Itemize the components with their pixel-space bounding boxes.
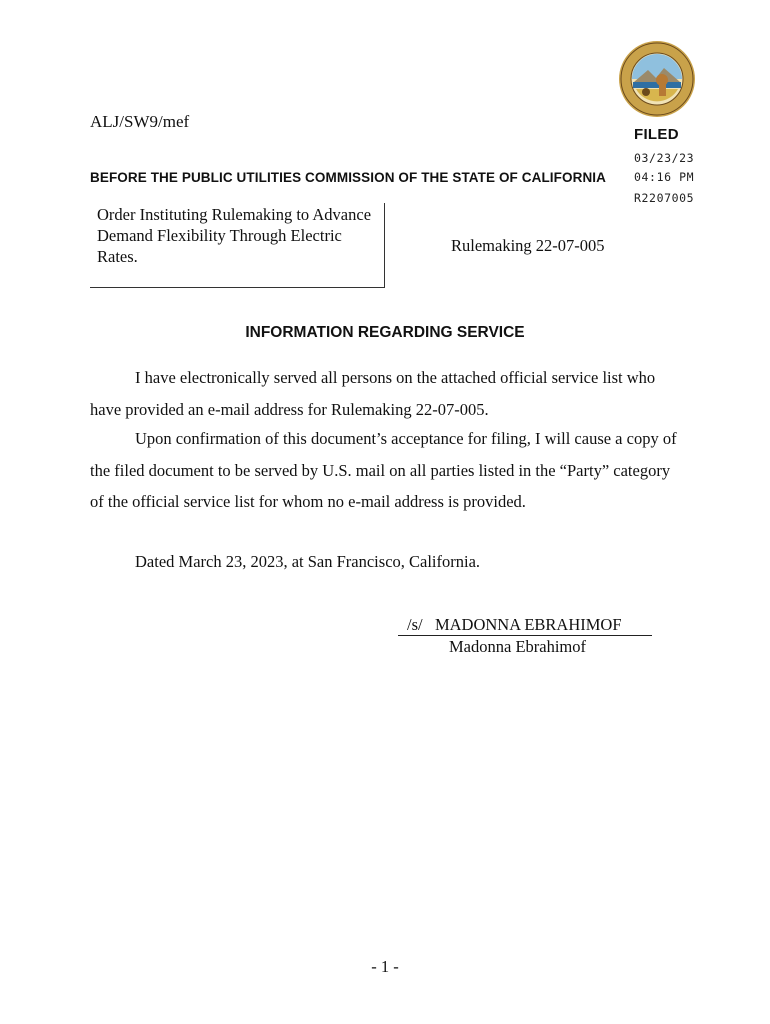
- signatory-name: Madonna Ebrahimof: [449, 637, 587, 656]
- filed-stamp-date: 03/23/23: [634, 151, 695, 165]
- electronic-signature: /s/ MADONNA EBRAHIMOF: [407, 615, 622, 634]
- section-heading: INFORMATION REGARDING SERVICE: [245, 324, 525, 341]
- service-paragraph-1-text: I have electronically served all persons on the attached official service list who have provided an e-mail address for Rulemaking 22-07-005.: [90, 368, 656, 419]
- filed-stamp-proceeding: R2207005: [634, 191, 695, 205]
- filed-stamp-time: 04:16 PM: [634, 170, 695, 184]
- page-number: - 1 -: [371, 957, 399, 976]
- service-paragraph-2-text: Upon confirmation of this document’s acceptance for filing, I will cause a copy of the filed document to be served by U.S. mail on all parties listed in the “Party” category of the official service list for whom no e-mail address is provided.: [90, 429, 677, 511]
- docket-code: ALJ/SW9/mef: [90, 112, 190, 131]
- service-paragraph-2: [90, 423, 680, 518]
- cpuc-seal-icon: [618, 40, 696, 118]
- filed-stamp-label: FILED: [634, 126, 679, 143]
- proceeding-number: Rulemaking 22-07-005: [451, 236, 605, 255]
- caption-title: Order Instituting Rulemaking to Advance Demand Flexibility Through Electric Rates.: [97, 205, 372, 266]
- commission-heading: BEFORE THE PUBLIC UTILITIES COMMISSION OF THE STATE OF CALIFORNIA: [90, 170, 606, 185]
- dated-line: Dated March 23, 2023, at San Francisco, California.: [135, 552, 481, 571]
- service-paragraph-1: [90, 362, 680, 425]
